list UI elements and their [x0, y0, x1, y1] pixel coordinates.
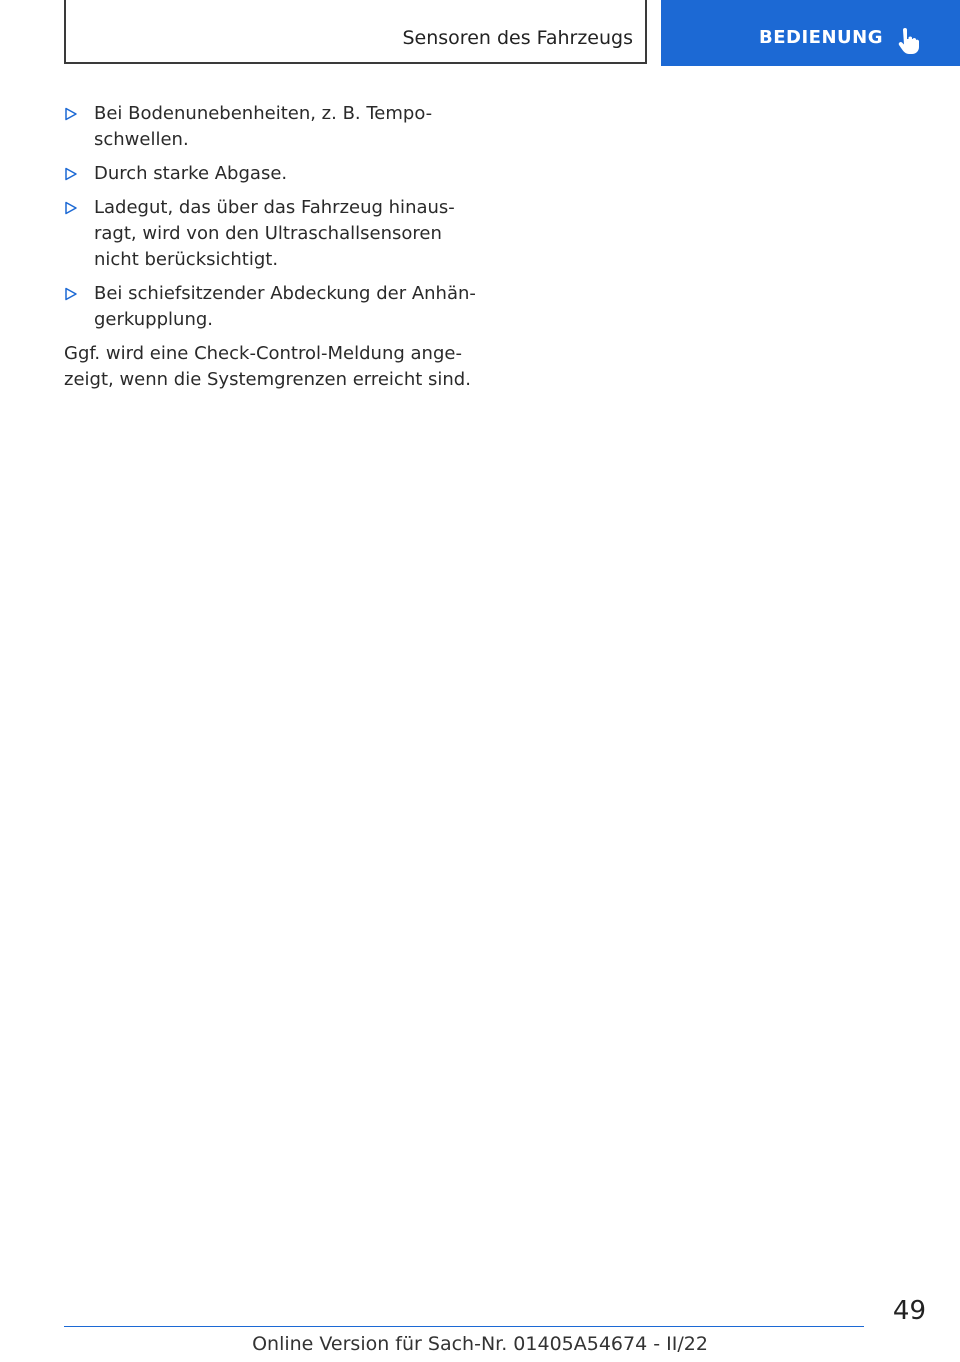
triangle-bullet-icon — [64, 167, 78, 181]
list-item — [64, 281, 484, 333]
content — [64, 101, 484, 411]
footer-online-version: Online Version für Sach-Nr. 01405A54674 - II/22 — [252, 1333, 708, 1355]
list-item-text: Bei schiefsitzender Abdeckung der Anhän-gerkupplung. — [94, 283, 476, 330]
triangle-bullet-icon — [64, 201, 78, 215]
chapter-tab — [661, 0, 960, 66]
body-paragraph: Ggf. wird eine Check-Control-Meldung ange-zeigt, wenn die Systemgrenzen erreicht sind. — [64, 343, 471, 390]
list-item-text: Durch starke Abgase. — [94, 163, 288, 184]
list-item-text: Ladegut, das über das Fahrzeug hinaus-ragt, wird von den Ultraschallsensoren nicht berücksichtigt. — [94, 197, 455, 270]
footer-divider — [64, 1326, 864, 1327]
list-item — [64, 161, 484, 187]
list-item — [64, 195, 484, 273]
chapter-label: BEDIENUNG — [759, 27, 883, 48]
header-section-box — [64, 0, 647, 64]
list-item — [64, 101, 484, 153]
list-item-text: Bei Bodenunebenheiten, z. B. Tempo-schwellen. — [94, 103, 433, 150]
page-number: 49 — [892, 1296, 926, 1326]
triangle-bullet-icon — [64, 107, 78, 121]
section-title: Sensoren des Fahrzeugs — [402, 27, 633, 49]
triangle-bullet-icon — [64, 287, 78, 301]
pointing-hand-icon — [897, 28, 919, 54]
